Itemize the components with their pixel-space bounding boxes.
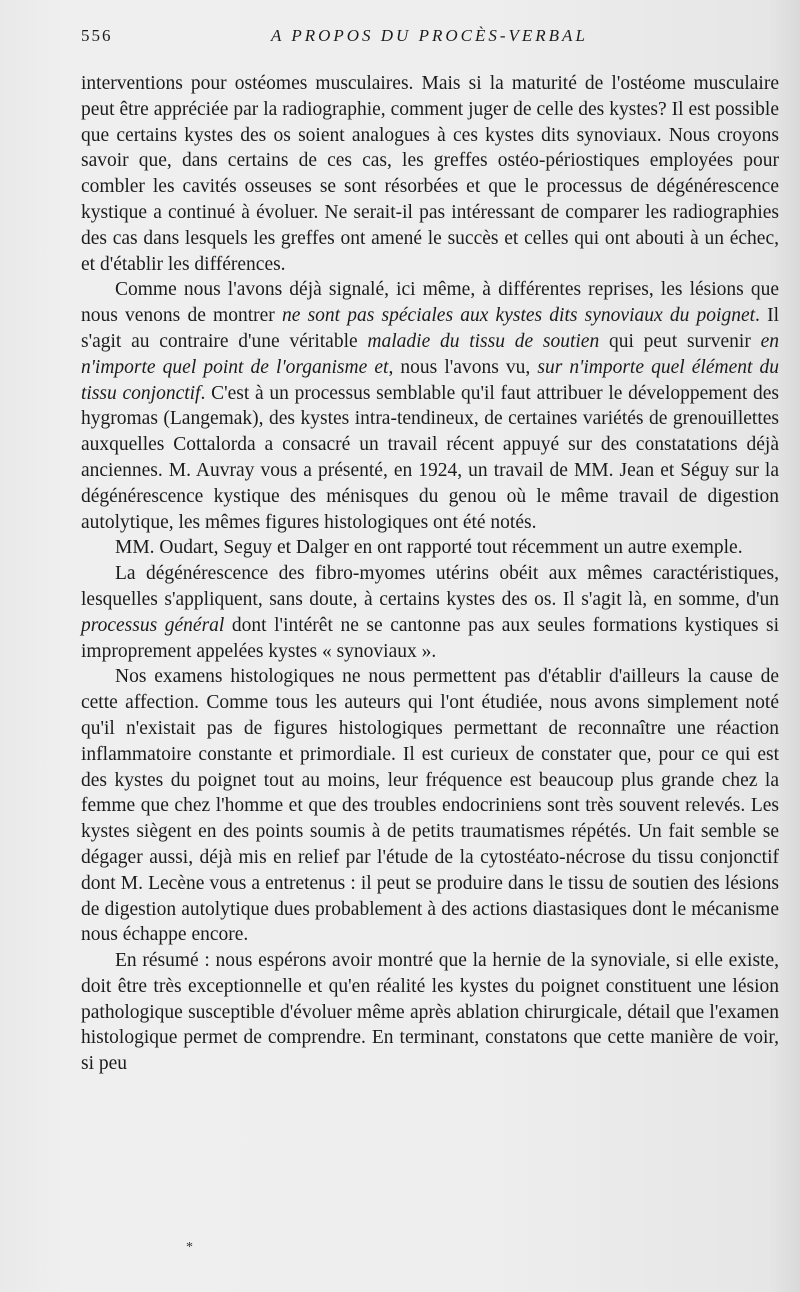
paragraph-4 — [81, 561, 779, 664]
text-segment: qui peut survenir — [599, 330, 761, 352]
text-segment: dont l'intérêt ne se cantonne pas aux seules formations kystiques si improprement appelées kystes « synoviaux ». — [81, 614, 779, 662]
italic-segment: processus général — [81, 614, 225, 636]
paragraph-2 — [81, 277, 779, 535]
paragraph-1 — [81, 71, 779, 277]
paragraph-5 — [81, 664, 779, 948]
text-segment: , nous l'avons vu, — [388, 356, 538, 378]
text-segment: MM. Oudart, Seguy et Dalger en ont rapporté tout récemment un autre exemple. — [115, 537, 743, 559]
italic-segment: en n'importe quel point de l'organisme et — [81, 330, 779, 378]
footer-mark: * — [186, 1240, 193, 1255]
page-number: 556 — [81, 26, 113, 45]
page-header — [81, 26, 776, 52]
text-segment: interventions pour ostéomes musculaires. Mais si la maturité de l'ostéome musculaire peut être appréciée par la radiographie, comment juger de celle des kystes? Il est possible que certains kystes des os soient analogues à ces kystes dits synoviaux. Nous croyons savoir que, dans certains de ces cas, les greffes ostéo-périostiques employées pour combler les cavités osseuses se sont résorbées et que le processus de dégénérescence kystique a continué à évoluer. Ne serait-il pas intéressant de comparer les radiographies des cas dans lesquels les greffes ont amené le succès et celles qui ont abouti à un échec, et d'établir les différences. — [81, 73, 779, 275]
text-segment: Nos examens histologiques ne nous permettent pas d'établir d'ailleurs la cause de cette affection. Comme tous les auteurs qui l'ont étudiée, nous avons simplement noté qu'il n'existait pas de figures histologiques permettant de reconnaître une réaction inflammatoire constante et primordiale. Il est curieux de constater que, pour ce qui est des kystes du poignet tout au moins, leur fréquence est beaucoup plus grande chez la femme que chez l'homme et que des troubles endocriniens sont très souvent relevés. Les kystes siègent en des points soumis à de petits traumatismes répétés. Un fait semble se dégager aussi, déjà mis en relief par l'étude de la cytostéato-nécrose du tissu conjonctif dont M. Lecène vous a entretenus : il peut se produire dans le tissu de soutien des lésions de digestion autolytique dues probablement à des actions diastasiques dont le mécanisme nous échappe encore. — [81, 666, 779, 946]
italic-segment: sur n'importe quel élément du tissu conjonctif — [81, 356, 780, 404]
italic-segment: maladie du tissu de soutien — [367, 330, 600, 352]
italic-segment: ne sont pas spéciales aux kystes dits synoviaux du poignet — [281, 305, 756, 327]
paragraph-3 — [81, 535, 779, 561]
text-segment: . C'est à un processus semblable qu'il faut attribuer le développement des hygromas (Langemak), des kystes intra-tendineux, de certaines variétés de grenouillettes auxquelles Cottalorda a consacré un travail récent appuyé sur des constatations déjà anciennes. M. Auvray vous a présenté, en 1924, un travail de MM. Jean et Séguy sur la dégénérescence kystique des ménisques du genou où le même travail de digestion autolytique, les mêmes figures histologiques ont été notés. — [81, 382, 779, 533]
text-segment: . Il s'agit au contraire d'une véritable — [81, 305, 779, 352]
text-segment: En résumé : nous espérons avoir montré que la hernie de la synoviale, si elle existe, doit être très exceptionnelle et qu'en réalité les kystes du poignet constituent une lésion pathologique susceptible d'évoluer même après ablation chirurgicale, détail que l'examen histologique permet de comprendre. En terminant, constatons que cette manière de voir, si peu — [81, 950, 779, 1075]
text-segment: La dégénérescence des fibro-myomes utérins obéit aux mêmes caractéristiques, lesquelles s'appliquent, sans doute, à certains kystes des os. Il s'agit là, en somme, d'un — [81, 563, 779, 610]
running-title: A PROPOS DU PROCÈS-VERBAL — [271, 26, 588, 45]
paragraph-6 — [81, 948, 779, 1077]
body-text — [81, 71, 779, 1077]
text-segment: Comme nous l'avons déjà signalé, ici même, à différentes reprises, les lésions que nous venons de montrer — [81, 279, 779, 327]
